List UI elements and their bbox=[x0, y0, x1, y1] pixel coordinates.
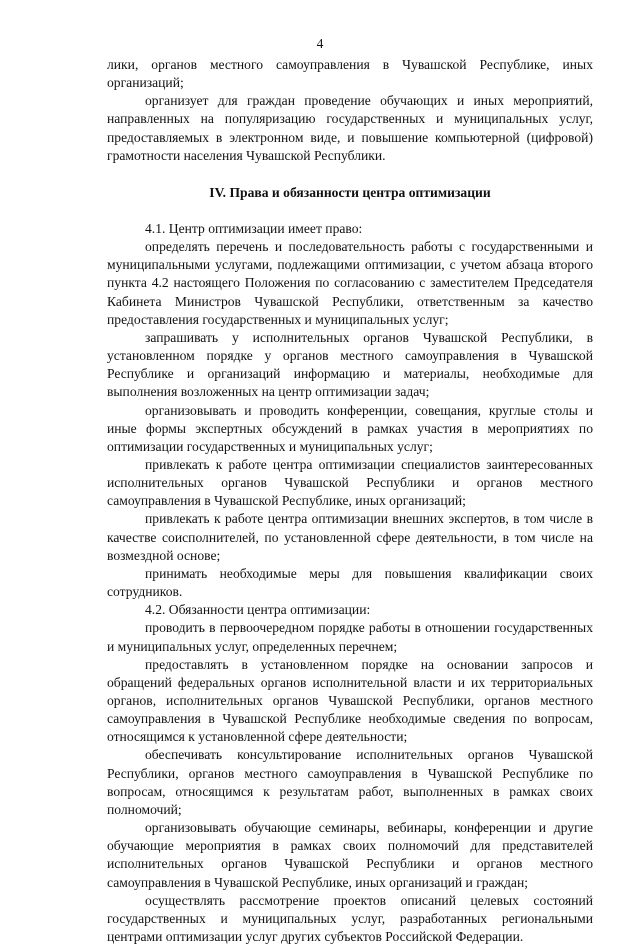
duties-item: проводить в первоочередном порядке работы в отношении государственных и муниципальных услуг, определенных перечнем; bbox=[107, 620, 593, 654]
rights-item: привлекать к работе центра оптимизации внешних экспертов, в том числе в качестве соисполнителей, по установленной сфере деятельности, в том числе на возмездной основе; bbox=[107, 511, 593, 563]
rights-item: запрашивать у исполнительных органов Чувашской Республики, в установленном порядке у органов местного самоуправления в Чувашской Республике и организаций информацию и материалы, необходимые для выполнения возложенных на центр оптимизации задач; bbox=[107, 329, 593, 400]
rights-heading: 4.1. Центр оптимизации имеет право: bbox=[145, 220, 363, 236]
duties-item: обеспечивать консультирование исполнительных органов Чувашской Республики, органов местного самоуправления в Чувашской Республике по вопросам, относящимся к результатам работ, выполненных в рамках своих полномочий; bbox=[107, 747, 593, 817]
rights-item: принимать необходимые меры для повышения квалификации своих сотрудников. bbox=[107, 565, 593, 600]
paragraph: лики, органов местного самоуправления в Чувашской Республике, иных организаций; bbox=[107, 57, 593, 91]
rights-item: привлекать к работе центра оптимизации специалистов заинтересованных исполнительных органов Чувашской Республики и органов местного самоуправления в Чувашской Республике, иных организаций; bbox=[107, 456, 593, 509]
rights-item: организовывать и проводить конференции, совещания, круглые столы и иные формы экспертных обсуждений в рамках участия в мероприятиях по оптимизации государственных и муниципальных услуг; bbox=[107, 402, 593, 454]
rights-item: определять перечень и последовательность работы с государственными и муниципальными услугами, подлежащими оптимизации, с учетом абзаца второго пункта 4.2 настоящего Положения по согласованию с заместителем Председателя Кабинета Министров Чувашской Республики, ответственным за качество предоставления государственных и муниципальных услуг; bbox=[107, 239, 593, 327]
page-number: 4 bbox=[316, 36, 324, 51]
duties-item: осуществлять рассмотрение проектов описаний целевых состояний государственных и муниципальных услуг, разработанных региональными центрами оптимизации услуг других субъектов Российской Федерации. bbox=[107, 892, 593, 945]
duties-item: предоставлять в установленном порядке на основании запросов и обращений федеральных органов исполнительной власти и их территориальных органов, исполнительных органов Чувашской Республики, органов местного самоуправления в Чувашской Республике необходимые сведения по вопросам, относящимся к установленной сфере деятельности; bbox=[107, 656, 593, 745]
section-title: IV. Права и обязанности центра оптимизации bbox=[209, 184, 491, 200]
duties-item: организовывать обучающие семинары, вебинары, конференции и другие обучающие мероприятия в рамках своих полномочий для представителей исполнительных органов Чувашской Республики и органов местного самоуправления в Чувашской Республике, иных организаций и граждан; bbox=[107, 820, 593, 890]
duties-heading: 4.2. Обязанности центра оптимизации: bbox=[145, 602, 371, 618]
document-body bbox=[107, 56, 593, 946]
paragraph: организует для граждан проведение обучающих и иных мероприятий, направленных на популяризацию государственных и муниципальных услуг, предоставляемых в электронном виде, и повышение компьютерной (цифровой) грамотности населения Чувашской Республики. bbox=[107, 93, 593, 163]
